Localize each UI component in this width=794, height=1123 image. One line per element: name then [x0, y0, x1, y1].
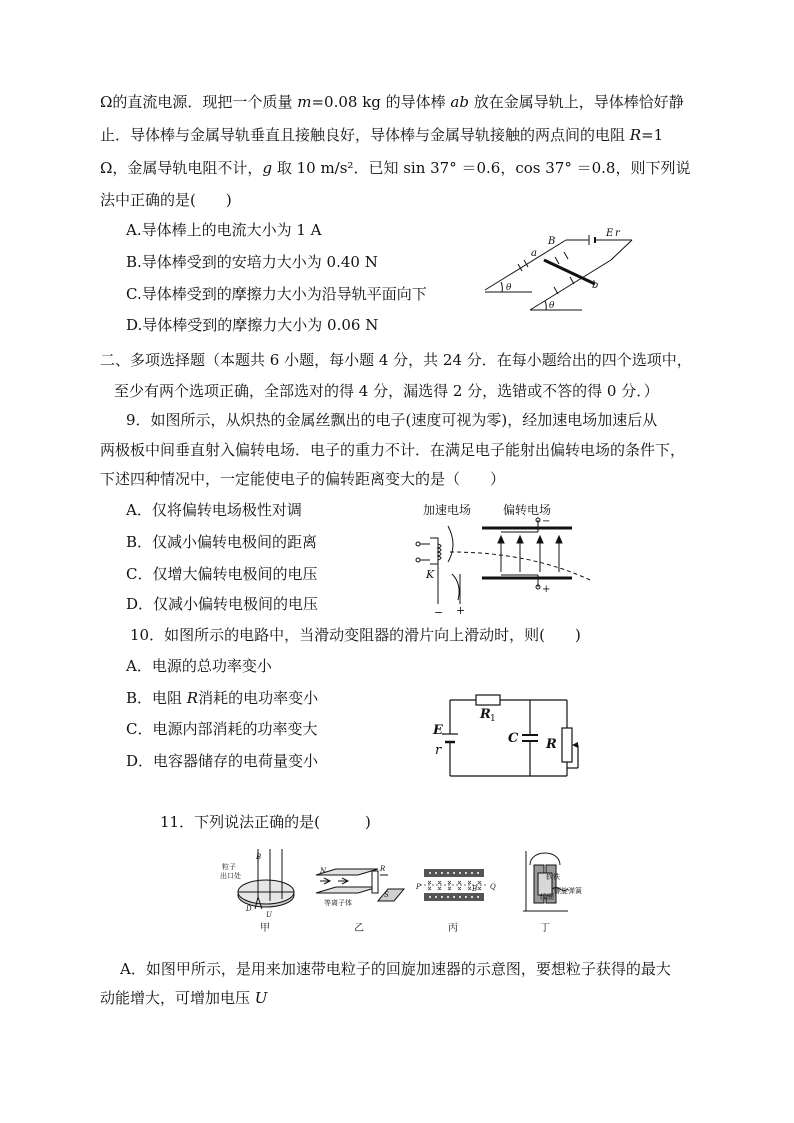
jia-outlet-label-2: 出口处 [220, 872, 241, 880]
q9-option-a: A．仅将偏转电场极性对调 [126, 501, 302, 519]
resistor-r1-subscript: 1 [490, 714, 496, 724]
bing-b-label: B [472, 885, 478, 893]
internal-r-label: r [615, 228, 620, 239]
accel-minus-label: − [434, 606, 444, 619]
q8-line-3: Ω，金属导轨电阻不计，g 取 10 m/s²．已知 sin 37° ＝0.6，cos 37° ＝0.8，则下列说 [100, 159, 691, 177]
point-b-label: b [592, 280, 599, 291]
q9-option-d: D．仅减小偏转电极间的电压 [126, 595, 319, 613]
q8-line-2: 止．导体棒与金属导轨垂直且接触良好，导体棒与金属导轨接触的两点间的电阻 R=1 [100, 126, 664, 144]
deflect-field-label: 偏转电场 [503, 503, 552, 517]
point-a-label: a [531, 248, 537, 259]
ding-spring-label: 螺旋弹簧 [554, 887, 582, 895]
rheostat-r-label: R [546, 737, 557, 752]
q9-option-b: B．仅减小偏转电极间的距离 [126, 533, 318, 551]
yi-r-label: R [380, 865, 386, 873]
caption-yi: 乙 [354, 923, 364, 934]
angle-theta-2: θ [549, 301, 555, 311]
yi-n-label: N [320, 867, 327, 875]
jia-b-label: B [256, 853, 262, 861]
yi-s-label: S [384, 891, 389, 899]
cathode-k-label: K [426, 568, 435, 581]
ding-iron-label: 软铁 [546, 873, 560, 881]
q10-option-a: A．电源的总功率变小 [126, 657, 272, 675]
q9-stem-line-2: 两极板中间垂直射入偏转电场．电子的重力不计．在满足电子能射出偏转电场的条件下， [100, 441, 686, 459]
q8-line-4: 法中正确的是( ) [100, 191, 232, 209]
q8-option-d: D.导体棒受到的摩擦力大小为 0.06 N [126, 316, 379, 334]
caption-ding: 丁 [540, 923, 550, 934]
caption-bing: 丙 [448, 923, 458, 934]
resistor-r1-label: R [480, 707, 491, 722]
jia-d-label: D [246, 905, 252, 913]
internal-r-label: r [435, 743, 442, 758]
q9-deflection-figure [410, 500, 592, 618]
bing-q-label: Q [490, 883, 496, 891]
emf-e-label: E [606, 228, 614, 239]
q11-option-a-line-1: A．如图甲所示，是用来加速带电粒子的回旋加速器的示意图，要想粒子获得的最大 [120, 960, 671, 978]
yi-plasma-label: 等离子体 [324, 899, 352, 907]
q10-stem: 10．如图所示的电路中，当滑动变阻器的滑片向上滑动时，则( ) [130, 626, 581, 644]
q8-option-a: A.导体棒上的电流大小为 1 A [126, 221, 322, 239]
q9-stem-line-3: 下述四种情况中，一定能使电子的偏转距离变大的是（ ） [100, 470, 506, 488]
angle-theta-1: θ [506, 283, 512, 293]
q10-option-c: C．电源内部消耗的功率变大 [126, 720, 318, 738]
accel-plus-label: + [456, 604, 466, 617]
q11-four-figures [220, 845, 580, 933]
q8-line-1: Ω的直流电源．现把一个质量 m=0.08 kg 的导体棒 ab 放在金属导轨上，导体棒恰好静 [100, 93, 684, 111]
q10-option-d: D．电容器储存的电荷量变小 [126, 752, 319, 770]
section2-heading-line-1: 二、多项选择题（本题共 6 小题，每小题 4 分，共 24 分．在每小题给出的四个选项中， [100, 351, 692, 369]
field-b-label: B [548, 236, 556, 247]
accel-field-label: 加速电场 [423, 503, 472, 517]
q8-rail-figure [482, 222, 642, 314]
emf-e-label: E [433, 723, 443, 738]
figure-bing-velocity-selector [420, 869, 488, 901]
figure-ding-galvanometer [523, 851, 568, 911]
q11-stem: 11．下列说法正确的是( ) [160, 813, 371, 831]
q9-stem-line-1: 9．如图所示，从炽热的金属丝飘出的电子(速度可视为零)，经加速电场加速后从 [126, 411, 658, 429]
ding-coil-label: 线圈 [540, 893, 554, 901]
deflect-plus-label: + [542, 584, 551, 595]
section2-heading-line-2: 至少有两个选项正确，全部选对的得 4 分，漏选得 2 分，选错或不答的得 0 分．） [114, 382, 659, 400]
q8-option-c: C.导体棒受到的摩擦力大小为沿导轨平面向下 [126, 285, 427, 303]
q10-option-b: B．电阻 R消耗的电功率变小 [126, 689, 319, 707]
q8-option-b: B.导体棒受到的安培力大小为 0.40 N [126, 253, 378, 271]
q11-option-a-line-2: 动能增大，可增加电压 U [100, 989, 268, 1007]
q9-option-c: C．仅增大偏转电极间的电压 [126, 565, 318, 583]
deflect-minus-label: − [542, 516, 551, 527]
figure-jia-cyclotron [238, 849, 294, 909]
jia-outlet-label-1: 粒子 [222, 863, 236, 871]
bing-p-label: P [416, 883, 421, 891]
capacitor-c-label: C [508, 731, 519, 746]
jia-u-label: U [266, 911, 272, 919]
figure-yi-mhd-generator [316, 869, 404, 901]
caption-jia: 甲 [260, 923, 270, 934]
q10-circuit-figure [430, 690, 600, 780]
